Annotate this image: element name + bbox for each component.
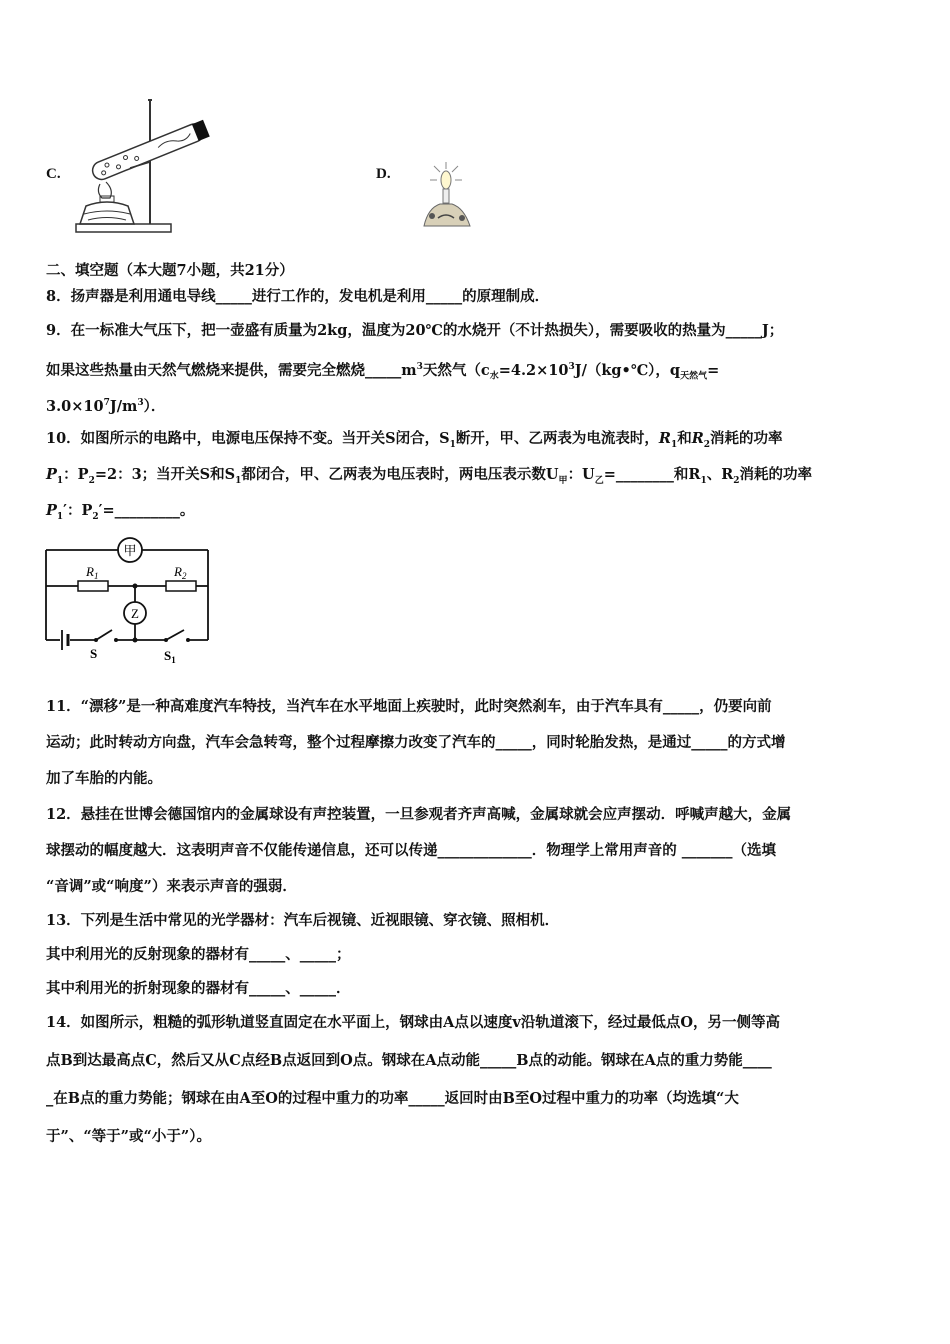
- section-heading: 二、填空题（本大题7小题，共21分）: [46, 262, 294, 279]
- option-d-candle-image: [418, 158, 480, 234]
- switch-s-label: S: [90, 646, 98, 661]
- question-12-line-3: “音调”或“响度”）来表示声音的强弱．: [46, 878, 297, 895]
- r1-label: $R_1$: [86, 564, 99, 581]
- question-14-line-4: 于”、“等于”或“小于”）。: [46, 1128, 211, 1145]
- option-c-label: C.: [46, 166, 61, 182]
- question-11-line-1: 11．“漂移”是一种高难度汽车特技，当汽车在水平地面上疾驶时，此时突然刹车，由于汽车具有_____，仍要向前: [46, 698, 772, 715]
- question-13-line-2: 其中利用光的反射现象的器材有_____、_____；: [46, 946, 351, 963]
- question-10-line-1: 10．如图所示的电路中，电源电压保持不变。当开关S闭合，$S_1$断开，甲、乙两表为电流表时，$R_1$和$R_2$消耗的功率: [46, 430, 783, 450]
- meter-yi-label: Z: [131, 606, 139, 621]
- question-14-line-3: _在B点的重力势能；钢球在由A至O的过程中重力的功率_____返回时由B至O过程中重力的功率（均选填“大: [46, 1090, 739, 1107]
- question-13-line-1: 13．下列是生活中常见的光学器材：汽车后视镜、近视眼镜、穿衣镜、照相机．: [46, 912, 560, 929]
- question-11-line-2: 运动；此时转动方向盘，汽车会急转弯，整个过程摩擦力改变了汽车的_____，同时轮胎发热，是通过_____的方式增: [46, 734, 786, 751]
- circuit-diagram: [40, 536, 220, 666]
- question-12-line-1: 12．悬挂在世博会德国馆内的金属球设有声控装置，一旦参观者齐声高喊，金属球就会应声摆动．呼喊声越大，金属: [46, 806, 792, 823]
- meter-jia-label: 甲: [123, 543, 137, 558]
- question-12-line-2: 球摆动的幅度越大．这表明声音不仅能传递信息，还可以传递_____________．物理学上常用声音的 _______（选填: [46, 842, 777, 859]
- switch-s1-label: $S_1$: [164, 648, 176, 665]
- question-9-line-1: 9．在一标准大气压下，把一壶盛有质量为2kg，温度为20℃的水烧开（不计热损失），需要吸收的热量为_____J；: [46, 322, 784, 339]
- question-9-line-2: 如果这些热量由天然气燃烧来提供，需要完全燃烧$\_\_\_\_\_m^3$天然气（$c_水=4.2\times 10^3J/(kg•℃)$，$q_{天然气}=$: [46, 361, 720, 382]
- option-c-apparatus-image: [70, 96, 220, 236]
- option-d-label: D.: [376, 166, 391, 182]
- question-9-line-3: $3.0\times 10^7J/m^3$）．: [46, 397, 166, 415]
- question-14-line-2: 点B到达最高点C，然后又从C点经B点返回到O点。钢球在A点动能_____B点的动能。钢球在A点的重力势能____: [46, 1052, 772, 1069]
- question-13-line-3: 其中利用光的折射现象的器材有_____、_____．: [46, 980, 351, 997]
- question-8: 8．扬声器是利用通电导线_____进行工作的，发电机是利用_____的原理制成．: [46, 288, 550, 305]
- question-10-line-2: $P_1$：$P_2=2$：3；当开关S和$S_1$都闭合，甲、乙两表为电压表时，两电压表示数$U_甲$：$U_乙=\_\_\_\_\_\_\_\_$和$R_1$、$R_2$消耗的功率: [46, 466, 813, 486]
- r2-label: $R_2$: [174, 564, 187, 581]
- question-14-line-1: 14．如图所示，粗糙的弧形轨道竖直固定在水平面上，钢球由A点以速度v沿轨道滚下，经过最低点O，另一侧等高: [46, 1014, 780, 1031]
- question-10-line-3: $P_1'$：$P_2'=\_\_\_\_\_\_\_\_\_$。: [46, 502, 195, 522]
- question-11-line-3: 加了车胎的内能。: [46, 770, 162, 787]
